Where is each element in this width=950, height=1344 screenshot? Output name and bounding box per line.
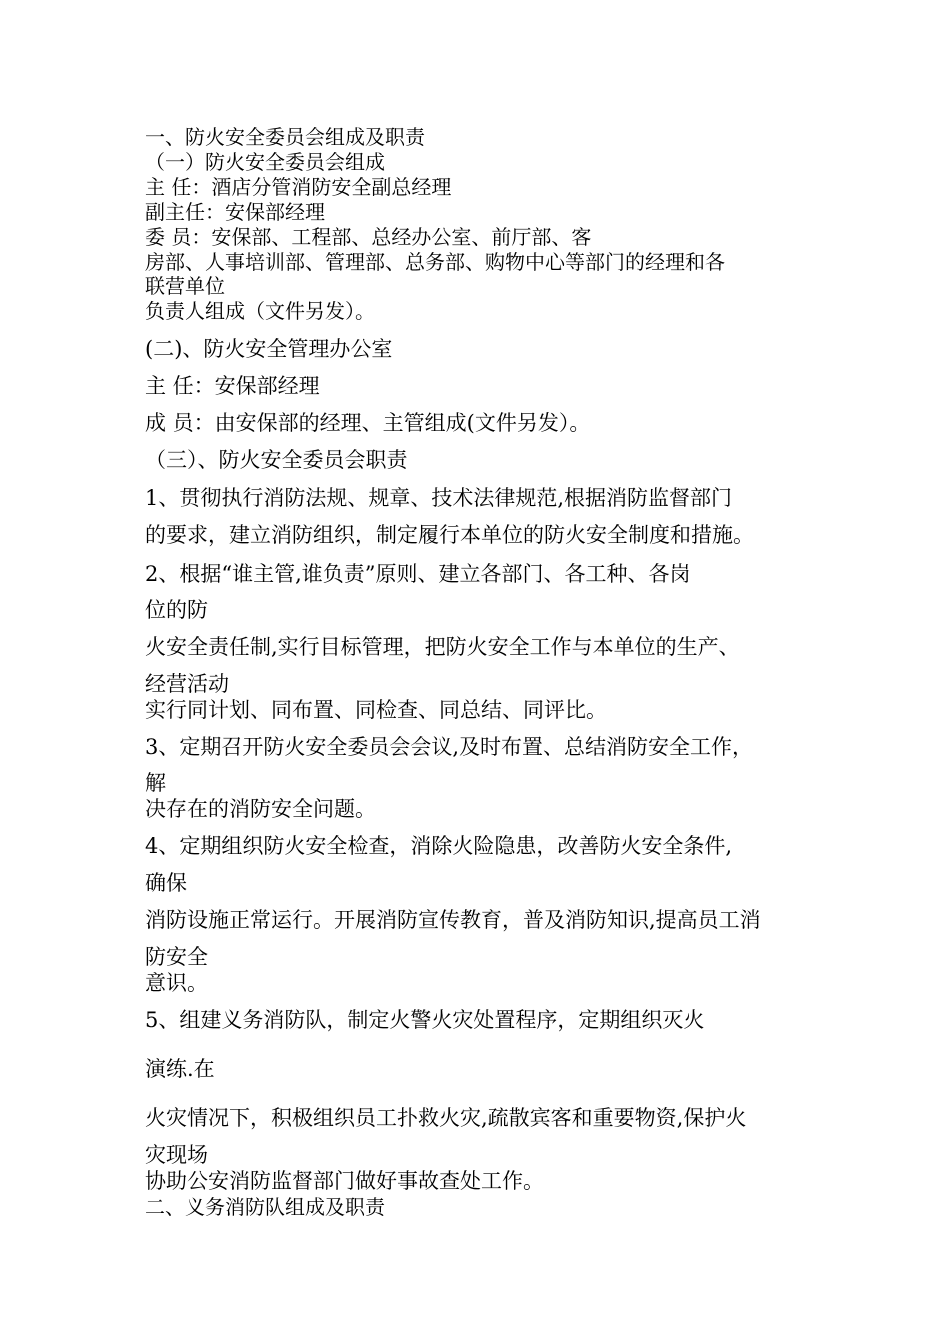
- duty-5-line-4: 灾现场: [145, 1143, 208, 1167]
- section-1-heading: 一、防火安全委员会组成及职责: [145, 125, 425, 149]
- members-line-4: 负责人组成（文件另发）。: [145, 299, 375, 323]
- duty-4-line-3: 消防设施正常运行。开展消防宣传教育，普及消防知识,提高员工消: [145, 908, 761, 932]
- office-director-line: 主 任：安保部经理: [145, 374, 320, 398]
- duty-1-line-1: 1、贯彻执行消防法规、规章、技术法律规范,根据消防监督部门: [145, 486, 733, 510]
- duty-4-line-4: 防安全: [145, 945, 208, 969]
- duty-3-line-3: 决存在的消防安全问题。: [145, 797, 376, 821]
- duty-2-line-2: 位的防: [145, 598, 208, 622]
- duty-1-line-2: 的要求，建立消防组织，制定履行本单位的防火安全制度和措施。: [145, 523, 754, 547]
- duty-3-line-2: 解: [145, 771, 166, 795]
- members-line-2: 房部、人事培训部、管理部、总务部、购物中心等部门的经理和各: [145, 250, 725, 274]
- members-line-3: 联营单位: [145, 274, 225, 298]
- duty-2-line-1: 2、根据“谁主管,谁负责”原则、建立各部门、各工种、各岗: [145, 562, 691, 586]
- duty-5-line-1: 5、组建义务消防队，制定火警火灾处置程序，定期组织灭火: [145, 1008, 705, 1032]
- subsection-3-heading: （三）、防火安全委员会职责: [145, 448, 408, 472]
- duty-4-line-5: 意识。: [145, 971, 208, 995]
- duty-5-line-2: 演练.在: [145, 1057, 215, 1081]
- subsection-2-heading: (二)、防火安全管理办公室: [145, 337, 393, 361]
- office-members-line: 成 员：由安保部的经理、主管组成(文件另发）。: [145, 411, 591, 435]
- duty-4-line-2: 确保: [145, 871, 187, 895]
- subsection-1-heading: （一）防火安全委员会组成: [145, 150, 385, 174]
- duty-2-line-4: 经营活动: [145, 672, 229, 696]
- deputy-director-line: 副主任：安保部经理: [145, 200, 325, 224]
- duty-5-line-5: 协助公安消防监督部门做好事故查处工作。: [145, 1169, 544, 1193]
- duty-5-line-3: 火灾情况下，积极组织员工扑救火灾,疏散宾客和重要物资,保护火: [145, 1106, 747, 1130]
- duty-2-line-5: 实行同计划、同布置、同检查、同总结、同评比。: [145, 698, 607, 722]
- section-2-heading: 二、义务消防队组成及职责: [145, 1195, 385, 1219]
- duty-3-line-1: 3、定期召开防火安全委员会会议,及时布置、总结消防安全工作，: [145, 735, 754, 759]
- duty-4-line-1: 4、定期组织防火安全检查，消除火险隐患，改善防火安全条件,: [145, 834, 733, 858]
- members-line-1: 委 员：安保部、工程部、总经办公室、前厅部、客: [145, 225, 592, 249]
- director-line: 主 任：酒店分管消防安全副总经理: [145, 175, 452, 199]
- duty-2-line-3: 火安全责任制,实行目标管理，把防火安全工作与本单位的生产、: [145, 635, 740, 659]
